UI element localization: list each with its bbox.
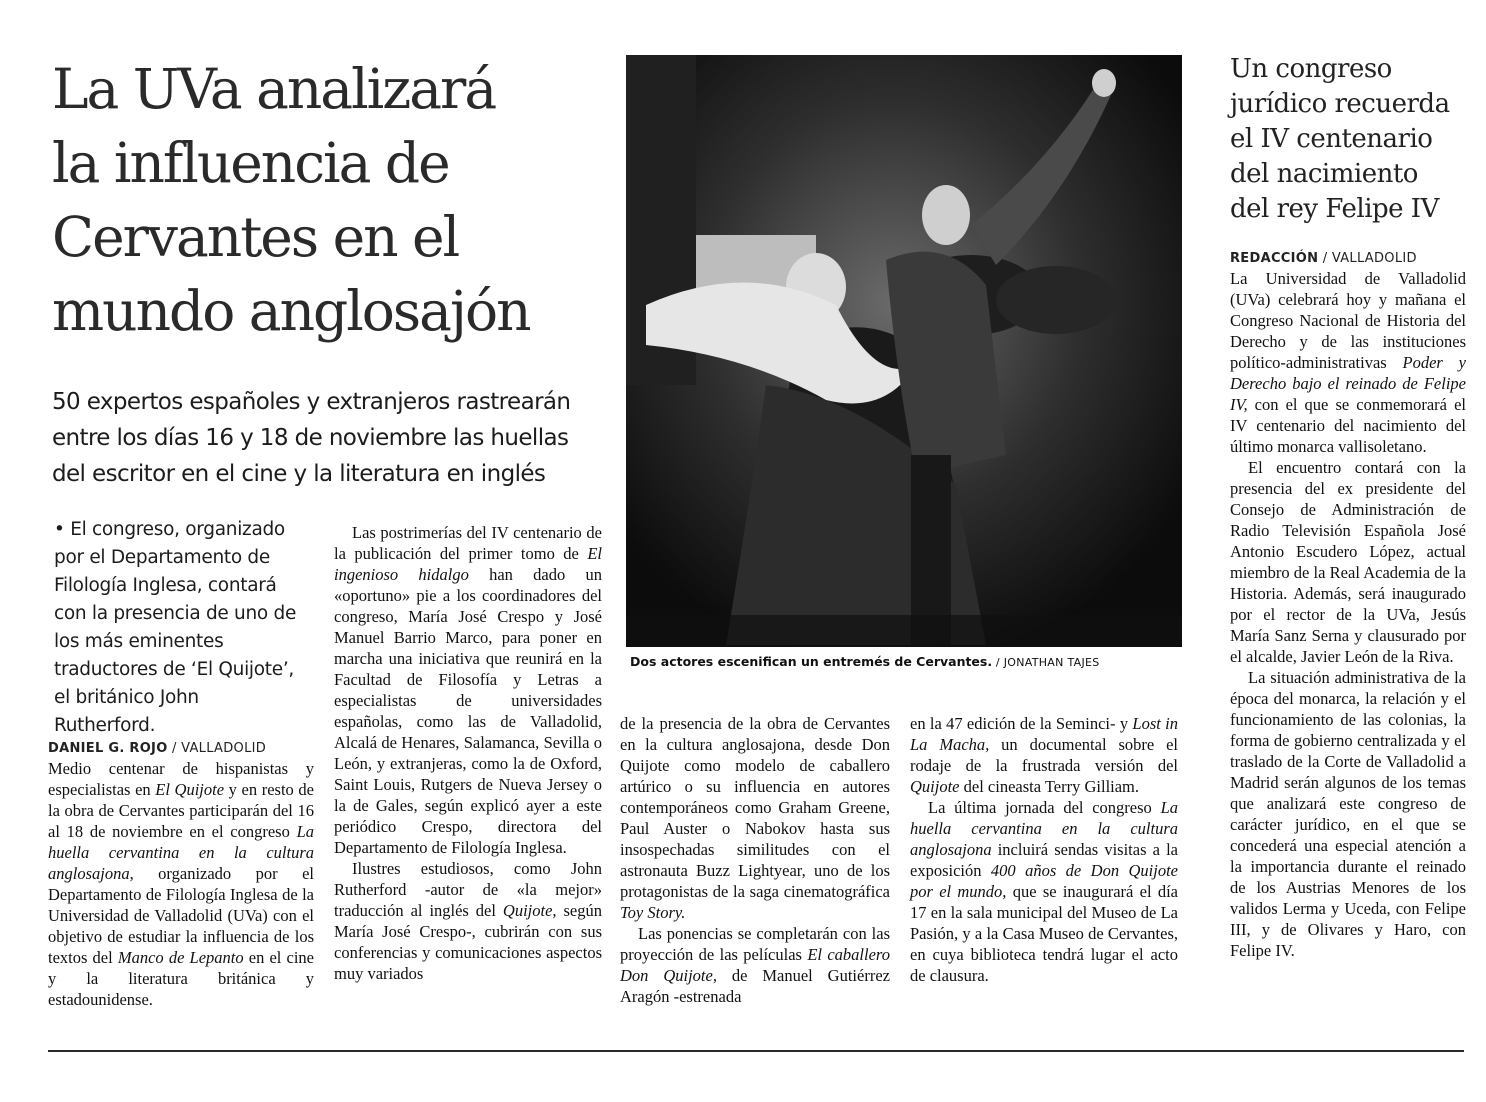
column-text: [620, 713, 890, 1007]
text-run: Las ponencias se completarán con las proyección de las películas: [620, 924, 890, 964]
byline-location: / VALLADOLID: [1318, 251, 1417, 266]
text-run: La última jornada del congreso: [928, 798, 1161, 817]
paragraph: [620, 713, 890, 923]
side-article-body: [1230, 250, 1466, 961]
bottom-rule: [48, 1050, 1464, 1052]
article-photo: [626, 55, 1182, 647]
text-run: Medio centenar de hispanistas y especialistas en: [48, 759, 314, 799]
paragraph: [334, 522, 602, 858]
photo-image: [626, 55, 1182, 647]
text-run: han dado un «oportuno» pie a los coordinadores del congreso, María José Crespo y José Manuel Barrio Marco, para poner en marcha una iniciativa que reunirá en la Facultad de Filosofía y Letras a especialistas de universidades españolas, como las de Valladolid, Alcalá de Henares, Salamanca, Sevilla o León, y extranjeras, como la de Oxford, Saint Louis, Rutgers de Nueva Jersey o la de Gales, según explicó ayer a este periódico Crespo, directora del Departamento de Filología Inglesa.: [334, 565, 602, 857]
column-4: [910, 713, 1178, 986]
column-text: [334, 522, 602, 984]
text-run: Las postrimerías del IV centenario de la publicación del primer tomo de: [334, 523, 602, 563]
italic-text: El caballero Don Quijote,: [620, 945, 890, 985]
italic-text: Lost in La Macha,: [910, 714, 1178, 754]
text-run: Ilustres estudiosos, como John Rutherford -autor de «la mejor» traducción al inglés del: [334, 859, 602, 920]
bullet-icon: •: [54, 519, 65, 540]
side-headline-line: jurídico recuerda: [1230, 89, 1450, 119]
paragraph: [48, 758, 314, 1010]
paragraph: [1230, 268, 1466, 457]
italic-text: La huella cervantina en la cultura anglosajona,: [48, 822, 314, 883]
italic-text: La huella cervantina en la cultura anglosajona: [910, 798, 1178, 859]
side-headline: [1230, 52, 1470, 227]
headline: [52, 52, 612, 348]
byline-author: REDACCIÓN: [1230, 251, 1319, 266]
text-run: del cineasta Terry Gilliam.: [959, 777, 1140, 796]
byline-location: / VALLADOLID: [167, 741, 267, 756]
text-run: un documental sobre el rodaje de la frustrada versión del: [910, 735, 1179, 775]
italic-text: Quijote: [910, 777, 960, 796]
text-run: y en resto de la obra de Cervantes participarán del 16 al 18 de noviembre en el congreso: [48, 780, 314, 841]
paragraph: [620, 923, 890, 1007]
paragraph: [910, 797, 1178, 986]
subheadline: [52, 384, 612, 492]
headline-line: La UVa analizará: [52, 57, 496, 121]
summary-text: El congreso, organizado por el Departamento de Filología Inglesa, contará con la presencia de uno de los más eminentes traductores de ‘El Quijote’, el británico John Rutherford.: [54, 519, 297, 736]
text-run: en la 47 edición de la Seminci- y: [910, 714, 1133, 733]
paragraph: [910, 713, 1178, 797]
italic-text: Poder y Derecho bajo el reinado de Felipe IV,: [1230, 353, 1466, 414]
photo-credit: / JONATHAN TAJES: [992, 656, 1100, 669]
headline-line: la influencia de: [52, 131, 449, 195]
side-headline-line: del nacimiento: [1230, 159, 1418, 189]
photo-caption: [630, 654, 1190, 669]
column-1: [48, 740, 314, 1010]
subheadline-line: entre los días 16 y 18 de noviembre las huellas: [52, 425, 569, 451]
paragraph: [1230, 667, 1466, 961]
byline: [48, 740, 314, 758]
paragraph: [334, 858, 602, 984]
text-run: en el cine y la literatura británica y estadounidense.: [48, 948, 315, 1009]
text-run: que se inaugurará el día 17 en la sala municipal del Museo de La Pasión, y a la Casa Museo de Cervantes, en cuya biblioteca tendrá lugar el acto de clausura.: [910, 882, 1178, 985]
text-run: de la presencia de la obra de Cervantes en la cultura anglosajona, desde Don Quijote como modelo de caballero artúrico o su influencia en autores contemporáneos como Graham Greene, Paul Auster o Nabokov hasta sus insospechadas similitudes con el astronauta Buzz Lightyear, uno de los protagonistas de la saga cinematográfica: [620, 714, 890, 901]
italic-text: El ingenioso hidalgo: [334, 544, 602, 584]
text-run: La Universidad de Valladolid (UVa) celebrará hoy y mañana el Congreso Nacional de Historia del Derecho y de las instituciones político-administrativas: [1230, 269, 1466, 372]
caption-text: Dos actores escenifican un entremés de Cervantes.: [630, 654, 993, 669]
text-run: La situación administrativa de la época del monarca, la relación y el funcionamiento de las colonias, la forma de gobierno centralizada y el traslado de la Corte de Valladolid a Madrid serán algunos de los temas que analizará este congreso de carácter jurídico, en el que se concederá una especial atención a la importancia durante el reinado de los Austrias Menores de los validos Lerma y Uceda, con Felipe III, y de Olivares y Haro, con Felipe IV.: [1230, 668, 1466, 960]
italic-text: Manco de Lepanto: [117, 948, 244, 967]
summary-box: [54, 516, 299, 740]
text-run: El encuentro contará con la presencia del ex presidente del Consejo de Administración de Radio Televisión Española José Antonio Escudero López, actual miembro de la Real Academia de la Historia. Además, será inaugurado por el rector de la UVa, Jesús María Sanz Serna y clausurado por el alcalde, Javier León de la Riva.: [1230, 458, 1466, 666]
headline-line: Cervantes en el: [52, 205, 459, 269]
text-run: organizado por el Departamento de Filología Inglesa de la Universidad de Valladolid (UVa) con el objetivo de estudiar la influencia de los textos del: [48, 864, 314, 967]
text-run: de Manuel Gutiérrez Aragón -estrenada: [620, 966, 890, 1006]
italic-text: 400 años de Don Quijote por el mundo,: [910, 861, 1178, 901]
byline-author: DANIEL G. ROJO: [48, 741, 168, 756]
text-run: con el que se conmemorará el IV centenario del nacimiento del último monarca vallisoletano.: [1230, 395, 1466, 456]
side-headline-line: el IV centenario: [1230, 124, 1433, 154]
subheadline-line: del escritor en el cine y la literatura en inglés: [52, 461, 546, 487]
text-run: incluirá sendas visitas a la exposición: [910, 840, 1178, 880]
italic-text: Toy Story.: [620, 903, 686, 922]
side-headline-line: del rey Felipe IV: [1230, 194, 1439, 224]
italic-text: El Quijote: [155, 780, 225, 799]
text-run: según María José Crespo-, cubrirán con sus conferencias y comunicaciones aspectos muy variados: [334, 901, 602, 983]
column-text: [910, 713, 1178, 986]
paragraph: [1230, 457, 1466, 667]
headline-line: mundo anglosajón: [52, 279, 530, 343]
column-3: [620, 713, 890, 1007]
column-text: [48, 758, 314, 1010]
subheadline-line: 50 expertos españoles y extranjeros rastrearán: [52, 389, 571, 415]
column-2: [334, 522, 602, 984]
column-text: [1230, 268, 1466, 961]
side-byline: [1230, 250, 1466, 268]
italic-text: Quijote,: [502, 901, 557, 920]
side-headline-line: Un congreso: [1230, 54, 1392, 84]
